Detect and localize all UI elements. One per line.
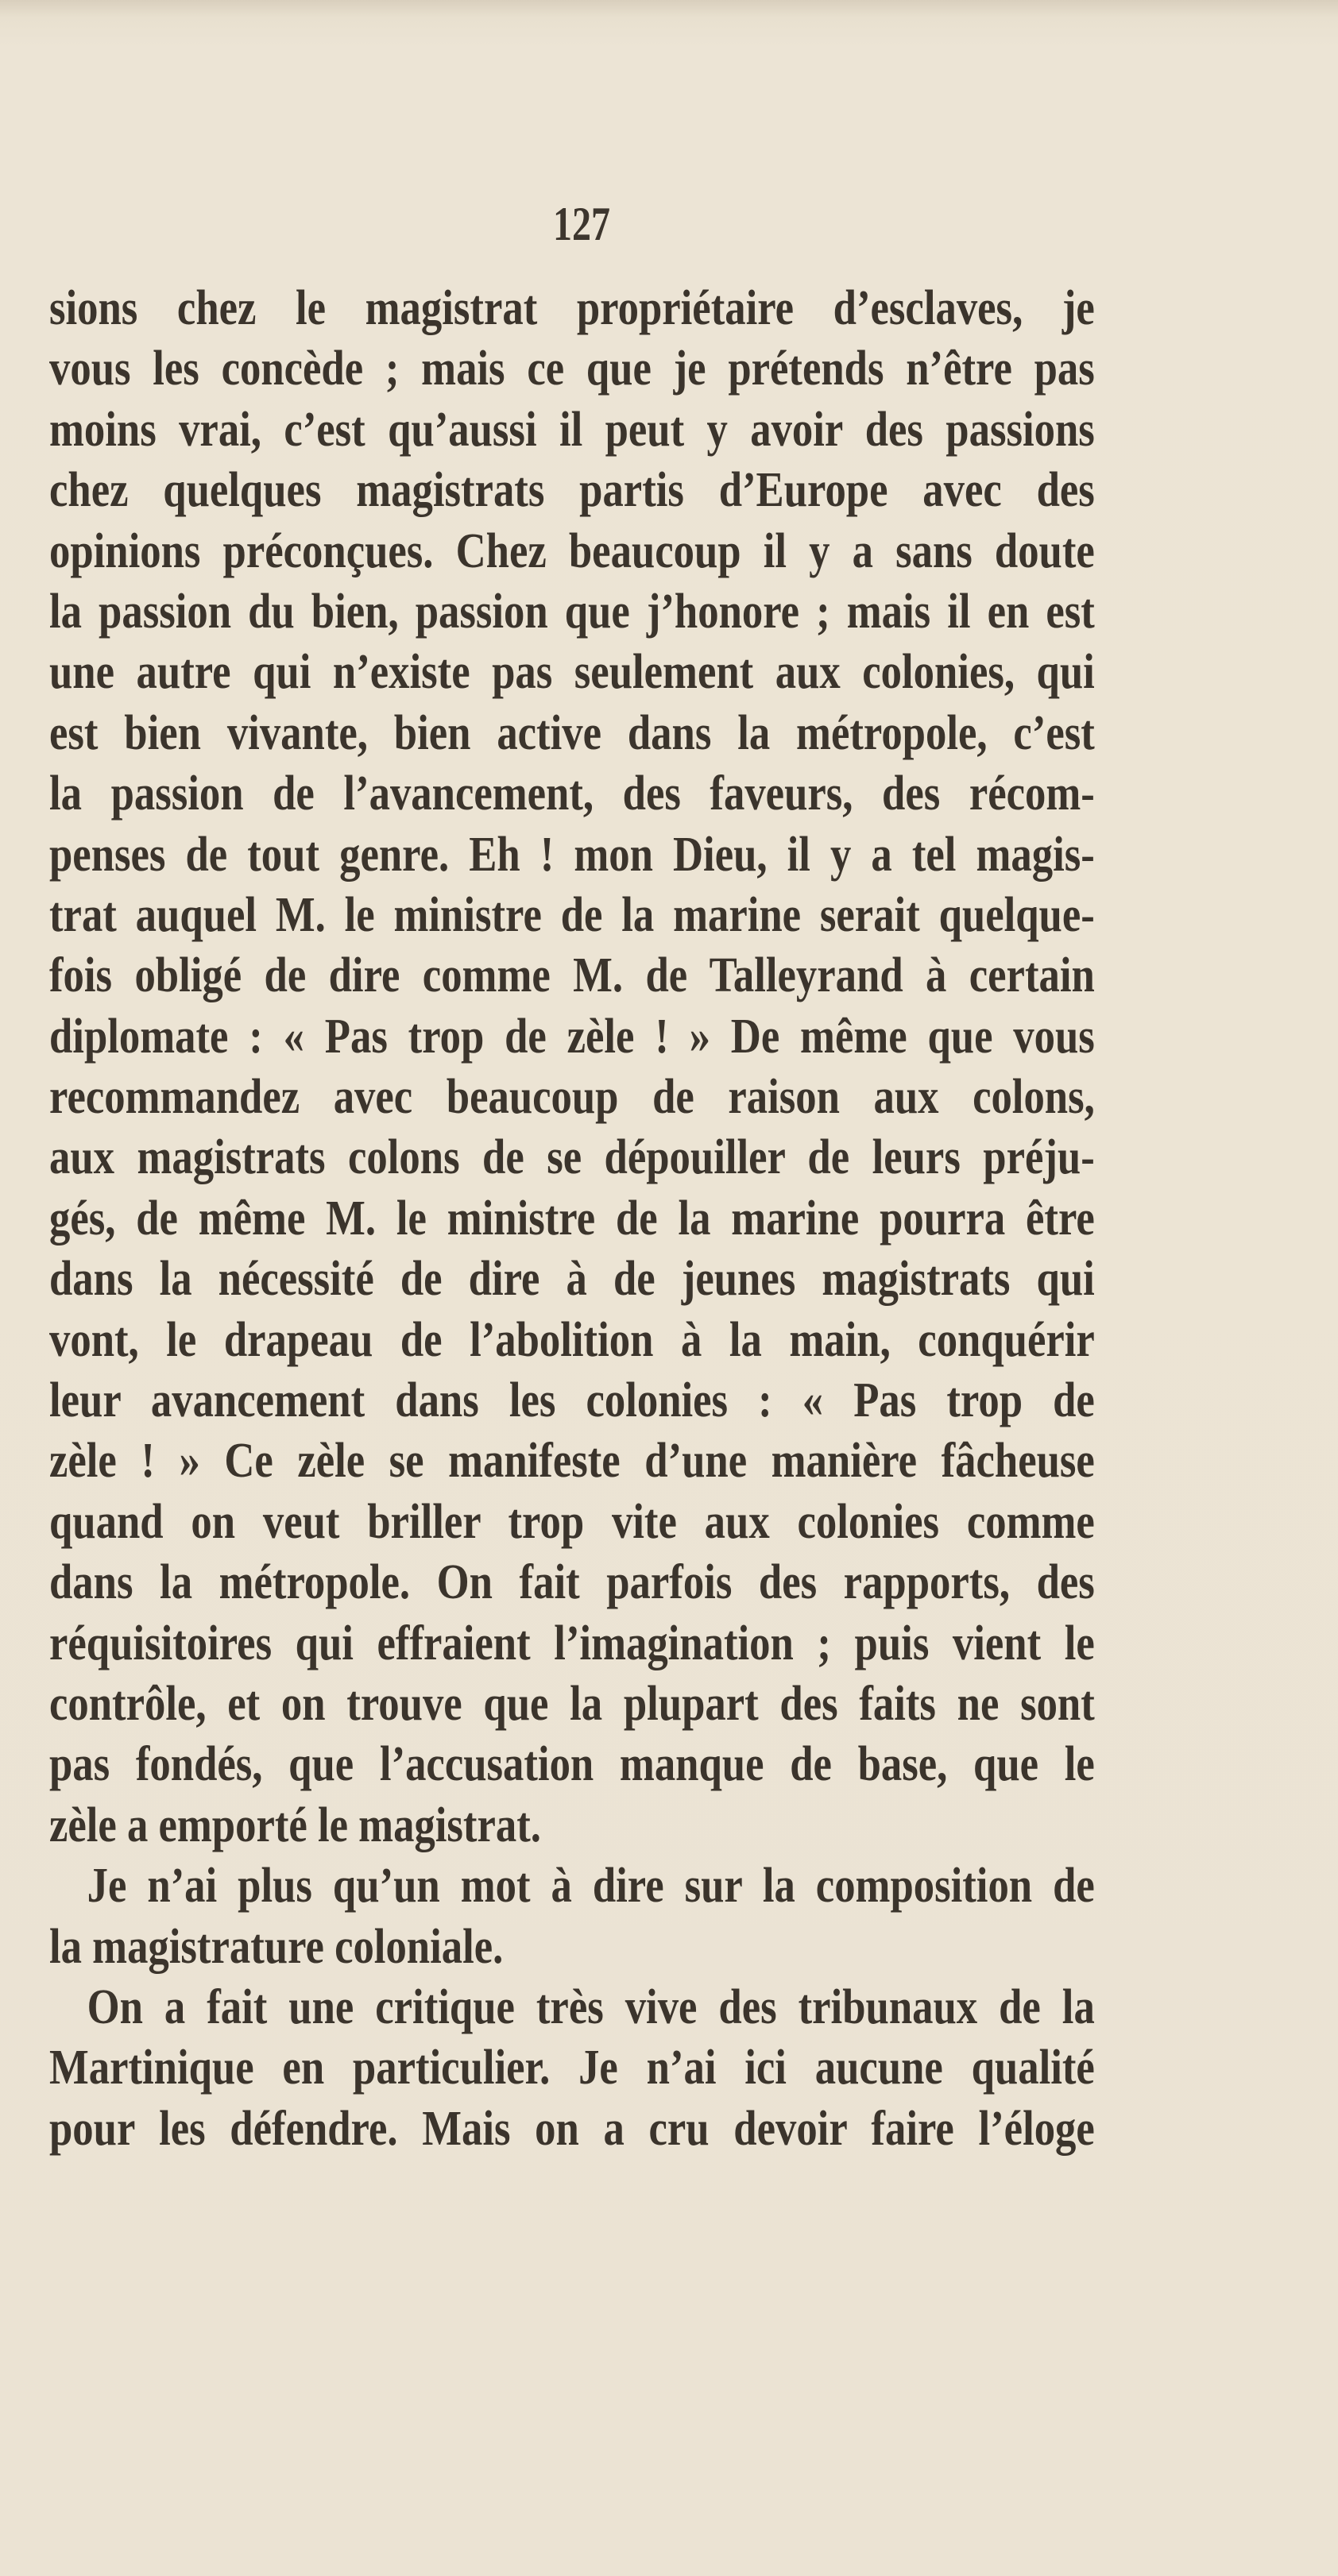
text-line [49, 2037, 1095, 2098]
text-line [49, 278, 1095, 338]
text-line-content: la magistrature coloniale. [49, 1919, 504, 1974]
text-line [49, 1492, 1095, 1552]
text-line [49, 460, 1095, 520]
text-line-content: dans la nécessité de dire à de jeunes magistrats qui [49, 1252, 1095, 1307]
text-line [49, 885, 1095, 945]
text-line-content: recommandez avec beaucoup de raison aux colons, [49, 1070, 1095, 1125]
text-line [49, 1310, 1095, 1370]
text-line [49, 2099, 1095, 2159]
text-line [49, 1674, 1095, 1734]
text-line-content: penses de tout genre. Eh ! mon Dieu, il y a tel magis- [49, 827, 1095, 882]
text-line [49, 825, 1095, 885]
text-line [49, 1067, 1095, 1127]
text-line-content: opinions préconçues. Chez beaucoup il y a sans doute [49, 523, 1095, 578]
text-line [49, 763, 1095, 824]
text-line [49, 1249, 1095, 1309]
text-line-content: Martinique en particulier. Je n’ai ici aucune qualité [49, 2041, 1095, 2095]
text-line [49, 1613, 1095, 1674]
text-line-content: moins vrai, c’est qu’aussi il peut y avoir des passions [49, 402, 1095, 457]
text-line-content: quand on veut briller trop vite aux colonies comme [49, 1494, 1095, 1549]
text-line-content: la passion de l’avancement, des faveurs, des récom- [49, 767, 1095, 821]
text-line [49, 1431, 1095, 1491]
text-line-content: fois obligé de dire comme M. de Talleyrand à certain [49, 948, 1095, 1003]
text-line-content: aux magistrats colons de se dépouiller de leurs préju- [49, 1130, 1095, 1185]
text-line-content: contrôle, et on trouve que la plupart des faits ne sont [49, 1676, 1095, 1731]
text-line-content: trat auquel M. le ministre de la marine serait quelque- [49, 887, 1095, 942]
text-line [49, 703, 1095, 763]
text-line-content: est bien vivante, bien active dans la métropole, c’est [49, 705, 1095, 760]
text-line-content: pour les défendre. Mais on a cru devoir faire l’éloge [49, 2101, 1095, 2156]
text-line [49, 521, 1095, 581]
text-line [49, 581, 1095, 642]
text-line [49, 1552, 1095, 1612]
text-line [49, 1856, 1095, 1916]
text-line [49, 1795, 1095, 1856]
page-number: 127 [553, 198, 610, 250]
text-line-content: chez quelques magistrats partis d’Europe avec des [49, 463, 1095, 518]
text-line-content: une autre qui n’existe pas seulement aux colonies, qui [49, 645, 1095, 700]
text-line [49, 1006, 1095, 1067]
body-text [49, 278, 1095, 2159]
text-line [49, 642, 1095, 702]
text-line [49, 1127, 1095, 1188]
text-line [49, 1734, 1095, 1794]
text-line-content: la passion du bien, passion que j’honore ; mais il en est [49, 584, 1095, 639]
text-line [49, 338, 1095, 399]
text-line-content: vous les concède ; mais ce que je prétends n’être pas [49, 342, 1095, 396]
text-line-content: dans la métropole. On fait parfois des rapports, des [49, 1555, 1095, 1610]
text-line-content: gés, de même M. le ministre de la marine pourra être [49, 1191, 1095, 1246]
text-line-content: zèle a emporté le magistrat. [49, 1798, 541, 1852]
text-line [49, 1917, 1095, 1977]
text-line [49, 945, 1095, 1006]
text-line-content: pas fondés, que l’accusation manque de base, que le [49, 1737, 1095, 1792]
text-line-content: leur avancement dans les colonies : « Pas trop de [49, 1373, 1095, 1428]
text-line [49, 400, 1095, 460]
text-line-content: sions chez le magistrat propriétaire d’esclaves, je [49, 281, 1095, 335]
text-line-content: On a fait une critique très vive des tribunaux de la [87, 1979, 1095, 2034]
text-line-content: Je n’ai plus qu’un mot à dire sur la composition de [87, 1859, 1095, 1914]
text-line-content: zèle ! » Ce zèle se manifeste d’une manière fâcheuse [49, 1434, 1095, 1489]
text-line [49, 1188, 1095, 1249]
text-line-content: diplomate : « Pas trop de zèle ! » De même que vous [49, 1009, 1095, 1064]
text-line [49, 1370, 1095, 1431]
text-line [49, 1977, 1095, 2037]
text-line-content: vont, le drapeau de l’abolition à la main, conquérir [49, 1312, 1095, 1367]
text-line-content: réquisitoires qui effraient l’imagination ; puis vient le [49, 1616, 1095, 1670]
